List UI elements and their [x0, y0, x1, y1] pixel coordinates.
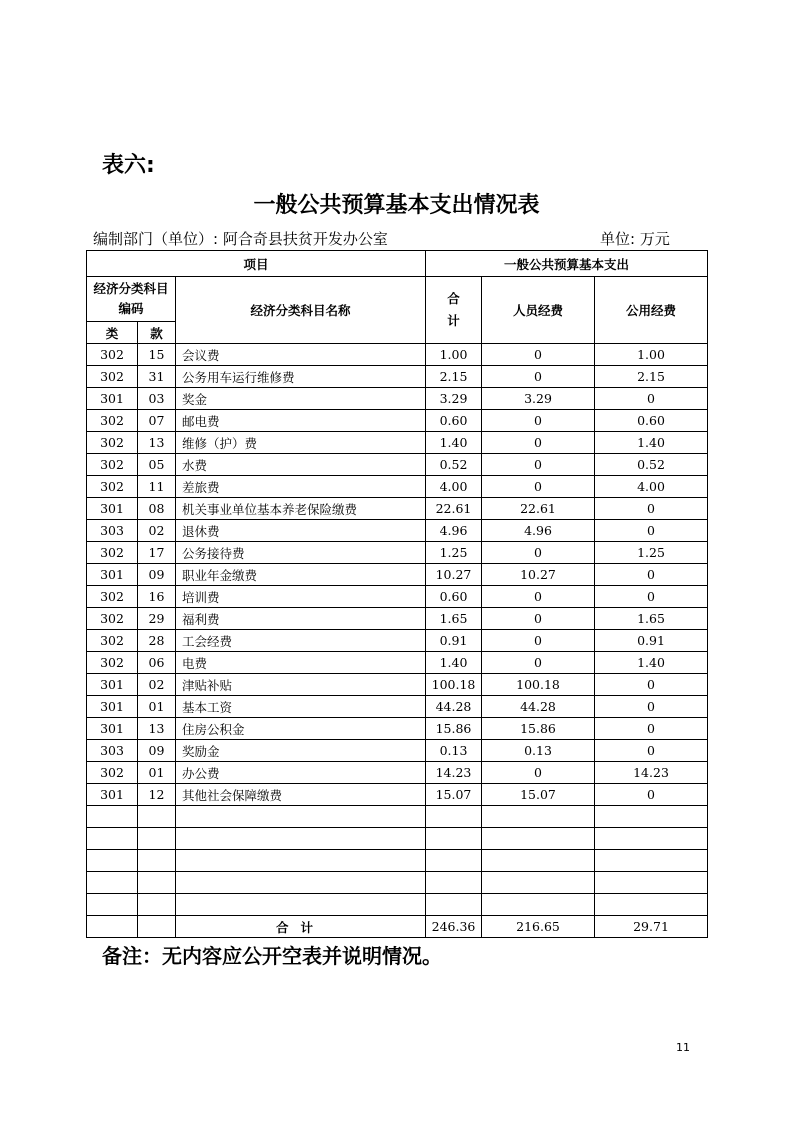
cell-public: 0 [595, 388, 708, 410]
table-body [87, 344, 708, 938]
cell-public: 0 [595, 586, 708, 608]
cell-personnel: 44.28 [482, 696, 595, 718]
cell-class: 301 [87, 564, 138, 586]
table-row [87, 740, 708, 762]
cell-name: 会议费 [176, 344, 426, 366]
cell-personnel: 100.18 [482, 674, 595, 696]
cell-item: 08 [138, 498, 176, 520]
cell-personnel: 0 [482, 344, 595, 366]
cell-personnel: 0 [482, 432, 595, 454]
empty-cell [176, 850, 426, 872]
cell-total: 1.25 [426, 542, 482, 564]
empty-cell [87, 850, 138, 872]
cell-item: 15 [138, 344, 176, 366]
cell-personnel: 0 [482, 454, 595, 476]
empty-cell [426, 850, 482, 872]
empty-row [87, 872, 708, 894]
cell-item: 09 [138, 564, 176, 586]
cell-personnel: 0 [482, 762, 595, 784]
empty-cell [426, 806, 482, 828]
cell-name: 邮电费 [176, 410, 426, 432]
cell-class: 302 [87, 542, 138, 564]
cell-total: 0.52 [426, 454, 482, 476]
cell-name: 基本工资 [176, 696, 426, 718]
cell-name: 奖励金 [176, 740, 426, 762]
table-row [87, 542, 708, 564]
table-row [87, 696, 708, 718]
header-class: 类 [87, 322, 138, 344]
table-row [87, 366, 708, 388]
cell-public: 0 [595, 564, 708, 586]
cell-total: 0.60 [426, 410, 482, 432]
header-public: 公用经费 [595, 277, 708, 344]
cell-public: 0.60 [595, 410, 708, 432]
cell-name: 维修（护）费 [176, 432, 426, 454]
cell-class: 303 [87, 520, 138, 542]
cell-class: 302 [87, 630, 138, 652]
page-title: 一般公共预算基本支出情况表 [253, 193, 540, 218]
table-row [87, 476, 708, 498]
table-row [87, 674, 708, 696]
cell-total: 4.96 [426, 520, 482, 542]
total-public: 29.71 [595, 916, 708, 938]
cell-personnel: 0 [482, 608, 595, 630]
empty-cell [176, 806, 426, 828]
empty-cell [87, 806, 138, 828]
cell-public: 1.00 [595, 344, 708, 366]
cell-name: 机关事业单位基本养老保险缴费 [176, 498, 426, 520]
cell-class: 303 [87, 740, 138, 762]
cell-class: 302 [87, 586, 138, 608]
cell-public: 0 [595, 498, 708, 520]
cell-item: 07 [138, 410, 176, 432]
empty-cell [138, 894, 176, 916]
cell-public: 1.65 [595, 608, 708, 630]
cell-name: 水费 [176, 454, 426, 476]
cell-item: 29 [138, 608, 176, 630]
cell-class: 302 [87, 476, 138, 498]
cell-personnel: 0 [482, 366, 595, 388]
cell-name: 公务用车运行维修费 [176, 366, 426, 388]
cell-public: 2.15 [595, 366, 708, 388]
expenditure-table [86, 250, 708, 938]
cell-total: 1.40 [426, 432, 482, 454]
cell-public: 1.40 [595, 432, 708, 454]
empty-cell [176, 894, 426, 916]
cell-total: 100.18 [426, 674, 482, 696]
cell-total: 0.60 [426, 586, 482, 608]
cell-class: 302 [87, 366, 138, 388]
empty-cell [595, 850, 708, 872]
empty-cell [87, 872, 138, 894]
empty-row [87, 828, 708, 850]
cell-name: 差旅费 [176, 476, 426, 498]
table-row [87, 344, 708, 366]
empty-cell [482, 828, 595, 850]
table-row [87, 410, 708, 432]
empty-cell [426, 872, 482, 894]
cell-total: 0.13 [426, 740, 482, 762]
table-row [87, 564, 708, 586]
cell-personnel: 15.07 [482, 784, 595, 806]
unit-label: 单位: 万元 [600, 230, 670, 248]
table-row [87, 762, 708, 784]
cell-item: 28 [138, 630, 176, 652]
cell-total: 15.86 [426, 718, 482, 740]
empty-row [87, 894, 708, 916]
empty-cell [595, 828, 708, 850]
cell-class: 302 [87, 410, 138, 432]
cell-class: 301 [87, 674, 138, 696]
cell-item: 03 [138, 388, 176, 410]
table-row [87, 784, 708, 806]
cell-personnel: 10.27 [482, 564, 595, 586]
empty-cell [87, 894, 138, 916]
cell-item: 02 [138, 674, 176, 696]
cell-item: 31 [138, 366, 176, 388]
department-label: 编制部门（单位）: 阿合奇县扶贫开发办公室 [93, 230, 388, 248]
empty-cell [176, 872, 426, 894]
cell-item: 13 [138, 718, 176, 740]
total-row [87, 916, 708, 938]
cell-class: 301 [87, 696, 138, 718]
total-personnel: 216.65 [482, 916, 595, 938]
empty-cell [595, 806, 708, 828]
cell-item: 01 [138, 696, 176, 718]
cell-class: 302 [87, 608, 138, 630]
cell-total: 44.28 [426, 696, 482, 718]
cell-public: 0 [595, 696, 708, 718]
cell-class: 301 [87, 388, 138, 410]
empty-row [87, 850, 708, 872]
empty-cell [87, 916, 138, 938]
cell-public: 0 [595, 520, 708, 542]
header-personnel: 人员经费 [482, 277, 595, 344]
header-total: 合计 [426, 277, 482, 344]
cell-personnel: 0 [482, 476, 595, 498]
cell-total: 0.91 [426, 630, 482, 652]
cell-total: 3.29 [426, 388, 482, 410]
header-item: 款 [138, 322, 176, 344]
cell-item: 05 [138, 454, 176, 476]
cell-item: 13 [138, 432, 176, 454]
table-row [87, 432, 708, 454]
page-number: 11 [676, 1041, 690, 1054]
cell-personnel: 3.29 [482, 388, 595, 410]
cell-personnel: 0 [482, 586, 595, 608]
table-row [87, 630, 708, 652]
cell-total: 1.00 [426, 344, 482, 366]
header-name: 经济分类科目名称 [176, 277, 426, 344]
note: 备注：无内容应公开空表并说明情况。 [102, 944, 442, 968]
cell-name: 奖金 [176, 388, 426, 410]
empty-cell [138, 850, 176, 872]
cell-public: 0.91 [595, 630, 708, 652]
table-row [87, 388, 708, 410]
cell-name: 工会经费 [176, 630, 426, 652]
cell-item: 11 [138, 476, 176, 498]
cell-name: 公务接待费 [176, 542, 426, 564]
cell-personnel: 0 [482, 542, 595, 564]
cell-public: 14.23 [595, 762, 708, 784]
cell-item: 09 [138, 740, 176, 762]
total-label: 合计 [176, 916, 426, 938]
cell-public: 0 [595, 784, 708, 806]
cell-total: 15.07 [426, 784, 482, 806]
empty-cell [426, 828, 482, 850]
cell-name: 办公费 [176, 762, 426, 784]
empty-cell [595, 872, 708, 894]
cell-class: 301 [87, 718, 138, 740]
cell-item: 01 [138, 762, 176, 784]
cell-name: 职业年金缴费 [176, 564, 426, 586]
table-row [87, 608, 708, 630]
cell-public: 0 [595, 740, 708, 762]
empty-row [87, 806, 708, 828]
empty-cell [595, 894, 708, 916]
empty-cell [482, 850, 595, 872]
cell-name: 培训费 [176, 586, 426, 608]
cell-personnel: 0 [482, 630, 595, 652]
cell-class: 302 [87, 652, 138, 674]
cell-name: 其他社会保障缴费 [176, 784, 426, 806]
cell-total: 14.23 [426, 762, 482, 784]
cell-total: 2.15 [426, 366, 482, 388]
table-label: 表六: [102, 153, 155, 178]
cell-public: 1.25 [595, 542, 708, 564]
cell-total: 1.65 [426, 608, 482, 630]
cell-personnel: 0 [482, 410, 595, 432]
cell-personnel: 4.96 [482, 520, 595, 542]
cell-total: 4.00 [426, 476, 482, 498]
cell-class: 302 [87, 454, 138, 476]
empty-cell [426, 894, 482, 916]
empty-cell [482, 894, 595, 916]
cell-name: 津贴补贴 [176, 674, 426, 696]
cell-item: 12 [138, 784, 176, 806]
cell-name: 退休费 [176, 520, 426, 542]
cell-total: 1.40 [426, 652, 482, 674]
empty-cell [138, 872, 176, 894]
cell-name: 电费 [176, 652, 426, 674]
header-project: 项目 [87, 251, 426, 277]
cell-class: 302 [87, 344, 138, 366]
cell-personnel: 22.61 [482, 498, 595, 520]
cell-item: 02 [138, 520, 176, 542]
cell-name: 福利费 [176, 608, 426, 630]
cell-total: 22.61 [426, 498, 482, 520]
table-row [87, 454, 708, 476]
cell-name: 住房公积金 [176, 718, 426, 740]
cell-personnel: 0.13 [482, 740, 595, 762]
table-row [87, 520, 708, 542]
empty-cell [176, 828, 426, 850]
cell-public: 0.52 [595, 454, 708, 476]
empty-cell [482, 806, 595, 828]
table-row [87, 652, 708, 674]
cell-item: 06 [138, 652, 176, 674]
cell-personnel: 15.86 [482, 718, 595, 740]
cell-public: 4.00 [595, 476, 708, 498]
cell-item: 16 [138, 586, 176, 608]
cell-total: 10.27 [426, 564, 482, 586]
table-row [87, 586, 708, 608]
cell-class: 301 [87, 498, 138, 520]
header-code-group: 经济分类科目编码 [87, 277, 176, 322]
empty-cell [482, 872, 595, 894]
total-total: 246.36 [426, 916, 482, 938]
header-expenditure: 一般公共预算基本支出 [426, 251, 708, 277]
empty-cell [138, 916, 176, 938]
cell-class: 302 [87, 432, 138, 454]
cell-class: 302 [87, 762, 138, 784]
empty-cell [87, 828, 138, 850]
cell-personnel: 0 [482, 652, 595, 674]
empty-cell [138, 828, 176, 850]
empty-cell [138, 806, 176, 828]
table-row [87, 718, 708, 740]
cell-public: 0 [595, 674, 708, 696]
cell-class: 301 [87, 784, 138, 806]
cell-public: 0 [595, 718, 708, 740]
cell-public: 1.40 [595, 652, 708, 674]
table-row [87, 498, 708, 520]
cell-item: 17 [138, 542, 176, 564]
